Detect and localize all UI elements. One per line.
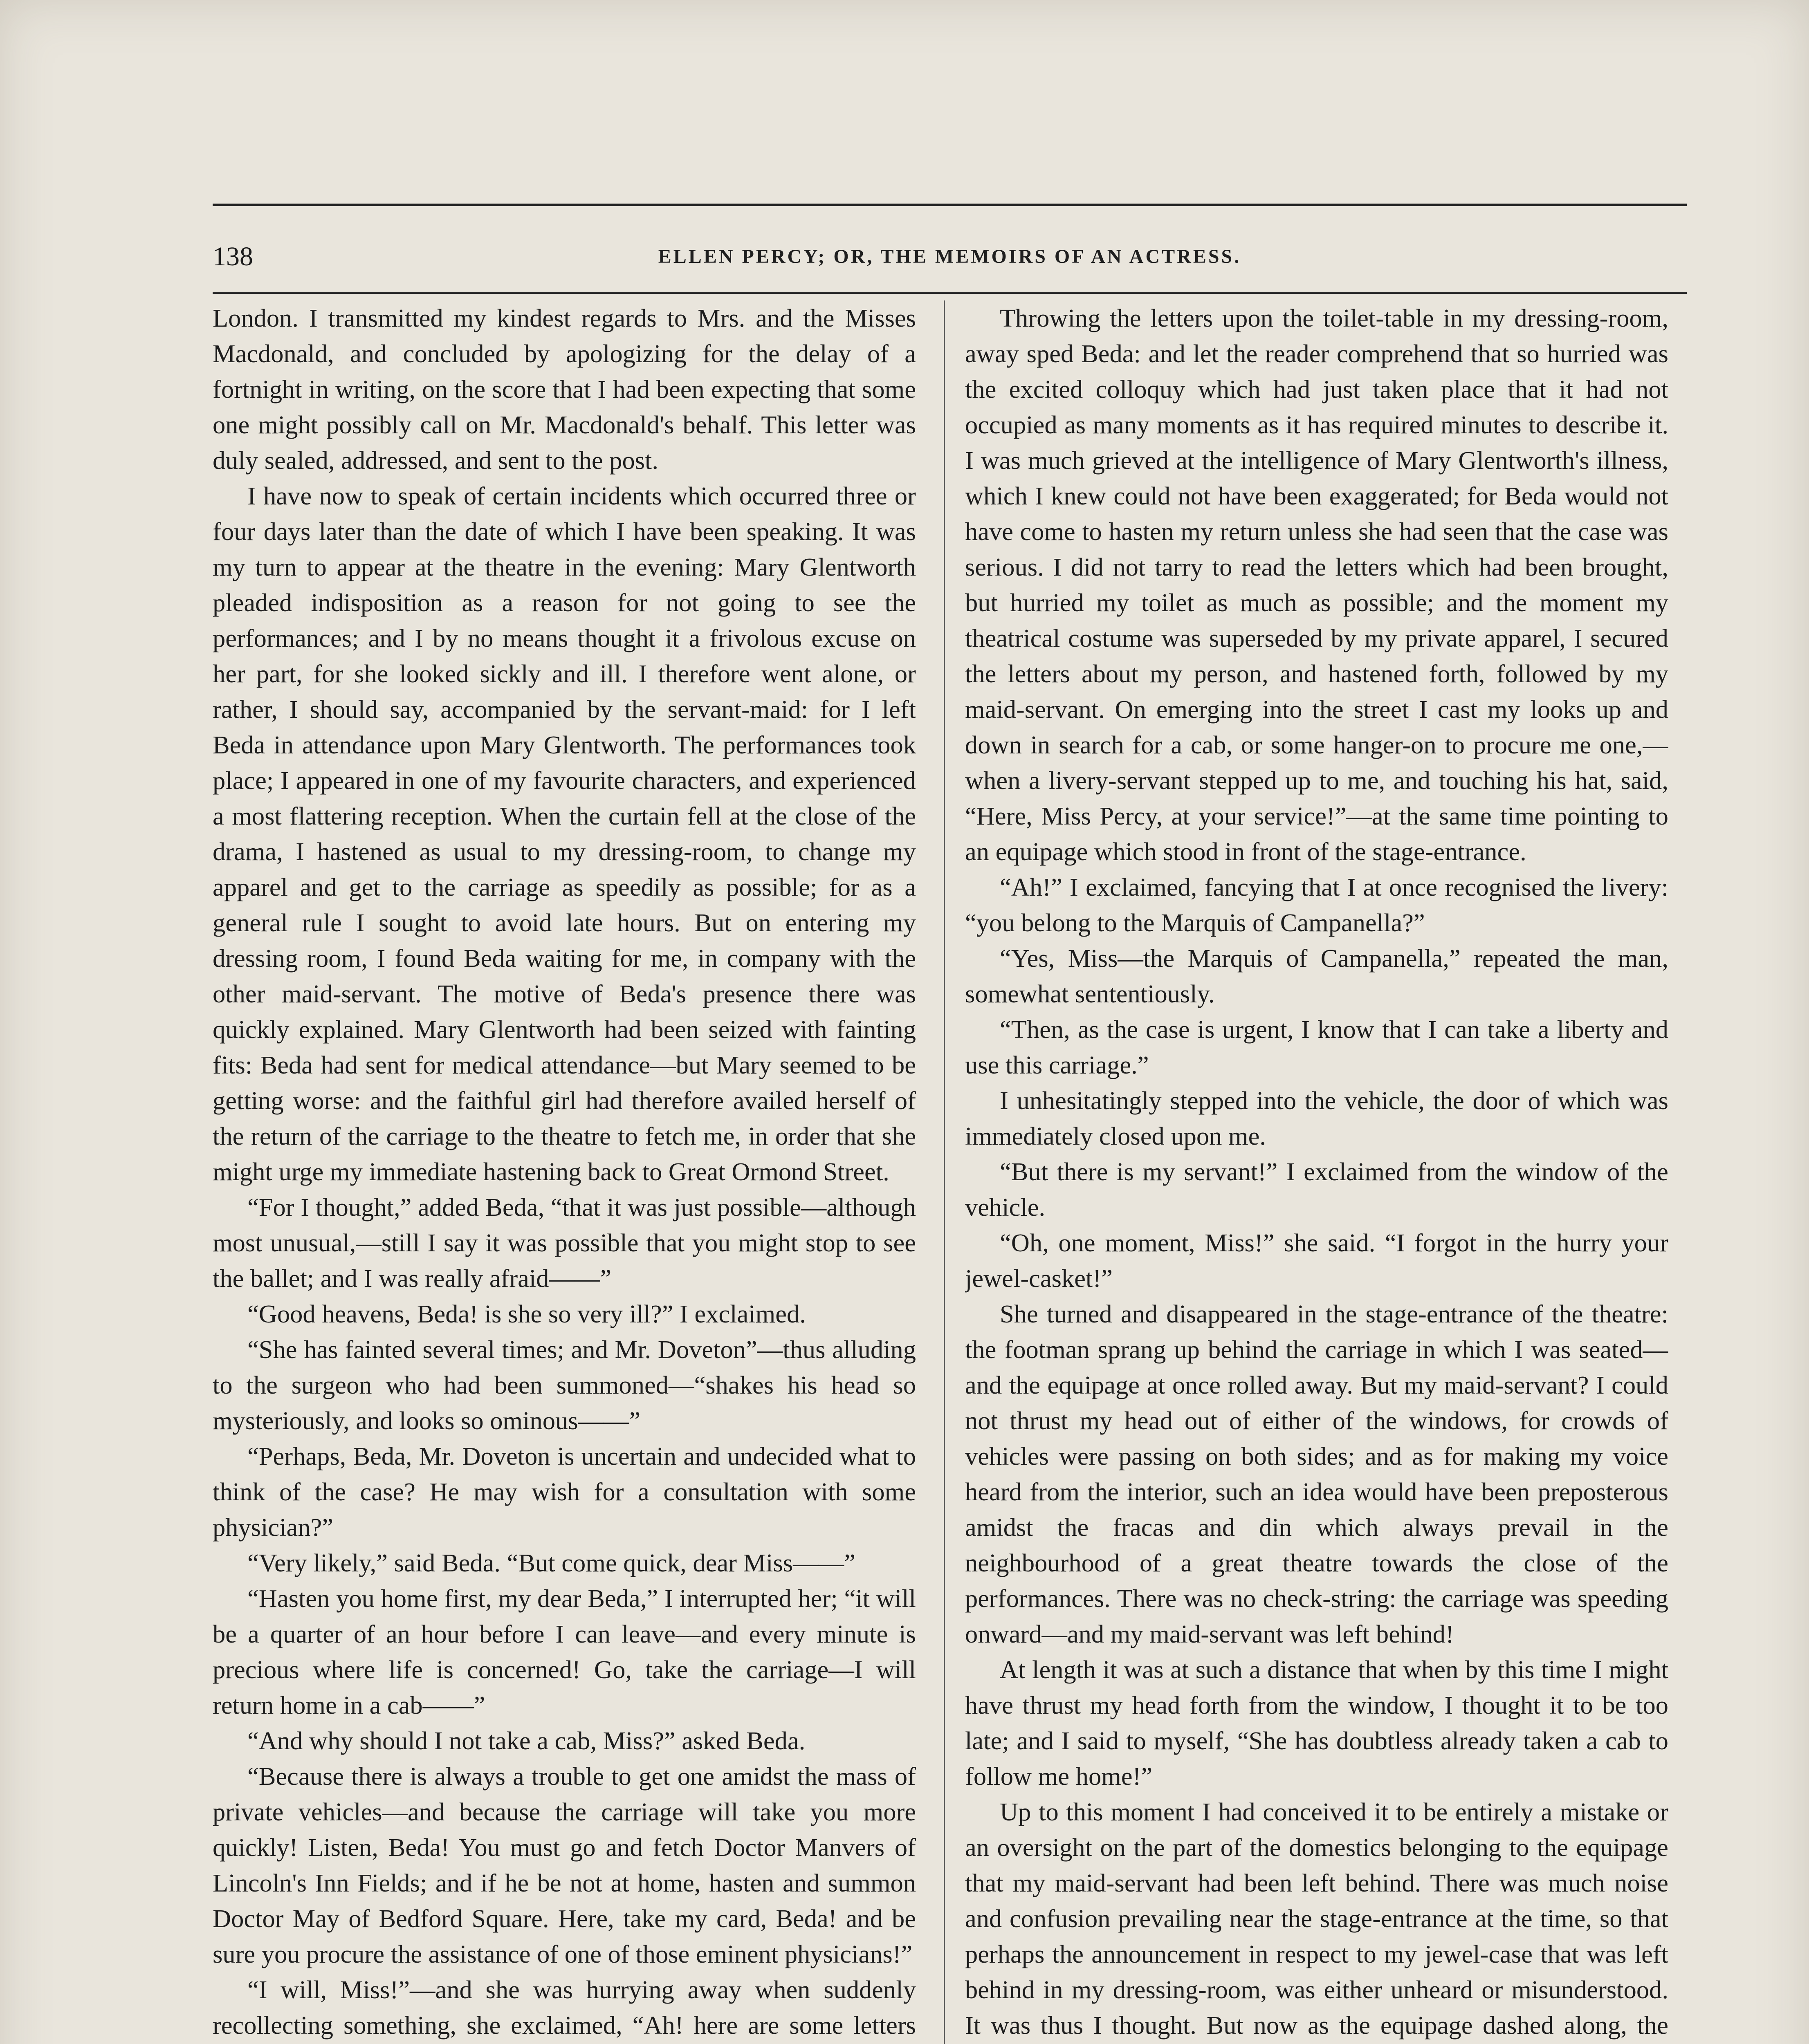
paragraph: I have now to speak of certain incidents which occurred three or four days later than the date of which I have been speaking. It was my turn to appear at the theatre in the evening: Mary Glentworth pleaded indisposition as a reason for not going to see the performances; and I by no means thought it a frivolous excuse on her part, for she looked sickly and ill. I therefore went alone, or rather, I should say, accompanied by the servant-maid: for I left Beda in attendance upon Mary Glentworth. The performances took place; I appeared in one of my favourite characters, and experienced a most flattering reception. When the curtain fell at the close of the drama, I hastened as usual to my dressing-room, to change my apparel and get to the carriage as speedily as possible; for as a general rule I sought to avoid late hours. But on entering my dressing room, I found Beda waiting for me, in company with the other maid-servant. The motive of Beda's presence there was quickly explained. Mary Glentworth had been seized with fainting fits: Beda had sent for medical attendance—but Mary seemed to be getting worse: and the faithful girl had therefore availed herself of the return of the carriage to the theatre to fetch me, in order that she might urge my immediate hastening back to Great Ormond Street.	[213, 482, 916, 1186]
column-divider	[944, 300, 945, 2044]
paragraph: “I will, Miss!”—and she was hurrying away when suddenly recollecting something, she exclaimed, “Ah! here are some letters	[213, 1975, 916, 2040]
right-column	[965, 300, 1668, 2044]
paragraph: Up to this moment I had conceived it to be entirely a mistake or an oversight on the part of the domestics belonging to the equipage that my maid-servant had been left behind. There was much noise and confusion prevailing near the stage-entrance at the time, so that perhaps the announcement in respect to my jewel-case that was left behind in my dressing-room, was either unheard or misunderstood. It was thus I thought. But now as the equipage dashed along, the	[965, 1797, 1668, 2040]
paragraph: “Ah!” I exclaimed, fancying that I at once recognised the livery: “you belong to the Marquis of Campanella?”	[965, 873, 1668, 937]
paragraph: “Because there is always a trouble to get one amidst the mass of private vehicles—and because the carriage will take you more quickly! Listen, Beda! You must go and fetch Doctor Manvers of Lincoln's Inn Fields; and if he be not at home, hasten and summon Doctor May of Bedford Square. Here, take my card, Beda! and be sure you procure the assistance of one of those eminent physicians!”	[213, 1762, 916, 1968]
paragraph: “And why should I not take a cab, Miss?” asked Beda.	[247, 1726, 806, 1755]
page-number: 138	[213, 242, 253, 271]
header-rule	[213, 292, 1687, 294]
running-title: ELLEN PERCY; OR, THE MEMOIRS OF AN ACTRESS.	[658, 246, 1241, 267]
paragraph: “Hasten you home first, my dear Beda,” I interrupted her; “it will be a quarter of an hour before I can leave—and every minute is precious where life is concerned! Go, take the carriage—I will return home in a cab——”	[213, 1584, 916, 1719]
paragraph: She turned and disappeared in the stage-entrance of the theatre: the footman sprang up behind the carriage in which I was seated—and the equipage at once rolled away. But my maid-servant? I could not thrust my head out of either of the windows, for crowds of vehicles were passing on both sides; and as for making my voice heard from the interior, such an idea would have been preposterous amidst the fracas and din which always prevail in the neighbourhood of a great theatre towards the close of the performances. There was no check-string: the carriage was speeding onward—and my maid-servant was left behind!	[965, 1300, 1668, 1648]
paragraph: I unhesitatingly stepped into the vehicle, the door of which was immediately closed upon me.	[965, 1086, 1668, 1150]
left-column	[213, 300, 916, 2044]
paragraph: “Oh, one moment, Miss!” she said. “I forgot in the hurry your jewel-casket!”	[965, 1228, 1668, 1293]
paragraph: Throwing the letters upon the toilet-table in my dressing-room, away sped Beda: and let the reader comprehend that so hurried was the excited colloquy which had just taken place that it had not occupied as many moments as it has required minutes to describe it. I was much grieved at the intelligence of Mary Glentworth's illness, which I knew could not have been exaggerated; for Beda would not have come to hasten my return unless she had seen that the case was serious. I did not tarry to read the letters which had been brought, but hurried my toilet as much as possible; and the moment my theatrical costume was superseded by my private apparel, I secured the letters about my person, and hastened forth, followed by my maid-servant. On emerging into the street I cast my looks up and down in search for a cab, or some hanger-on to procure me one,—when a livery-servant stepped up to me, and touching his hat, said, “Here, Miss Percy, at your service!”—at the same time pointing to an equipage which stood in front of the stage-entrance.	[965, 304, 1668, 866]
paragraph: “She has fainted several times; and Mr. Doveton”—thus alluding to the surgeon who had been summoned—“shakes his head so mysteriously, and looks so ominous——”	[213, 1335, 916, 1435]
paragraph: At length it was at such a distance that when by this time I might have thrust my head forth from the window, I thought it to be too late; and I said to myself, “She has doubtless already taken a cab to follow me home!”	[965, 1655, 1668, 1791]
top-border-rule	[213, 204, 1687, 206]
paragraph: “Very likely,” said Beda. “But come quick, dear Miss——”	[247, 1549, 855, 1577]
paragraph: “Yes, Miss—the Marquis of Campanella,” repeated the man, somewhat sententiously.	[965, 944, 1668, 1008]
paragraph: “Good heavens, Beda! is she so very ill?” I exclaimed.	[247, 1300, 806, 1328]
paragraph: “But there is my servant!” I exclaimed from the window of the vehicle.	[965, 1157, 1668, 1221]
paragraph: London. I transmitted my kindest regards to Mrs. and the Misses Macdonald, and concluded by apologizing for the delay of a fortnight in writing, on the score that I had been expecting that some one might possibly call on Mr. Macdonald's behalf. This letter was duly sealed, addressed, and sent to the post.	[213, 304, 916, 475]
paragraph: “For I thought,” added Beda, “that it was just possible—although most unusual,—still I say it was possible that you might stop to see the ballet; and I was really afraid——”	[213, 1193, 916, 1293]
paragraph: “Perhaps, Beda, Mr. Doveton is uncertain and undecided what to think of the case? He may wish for a consultation with some physician?”	[213, 1442, 916, 1542]
paragraph: “Then, as the case is urgent, I know that I can take a liberty and use this carriage.”	[965, 1015, 1668, 1079]
page-header	[213, 241, 1687, 278]
